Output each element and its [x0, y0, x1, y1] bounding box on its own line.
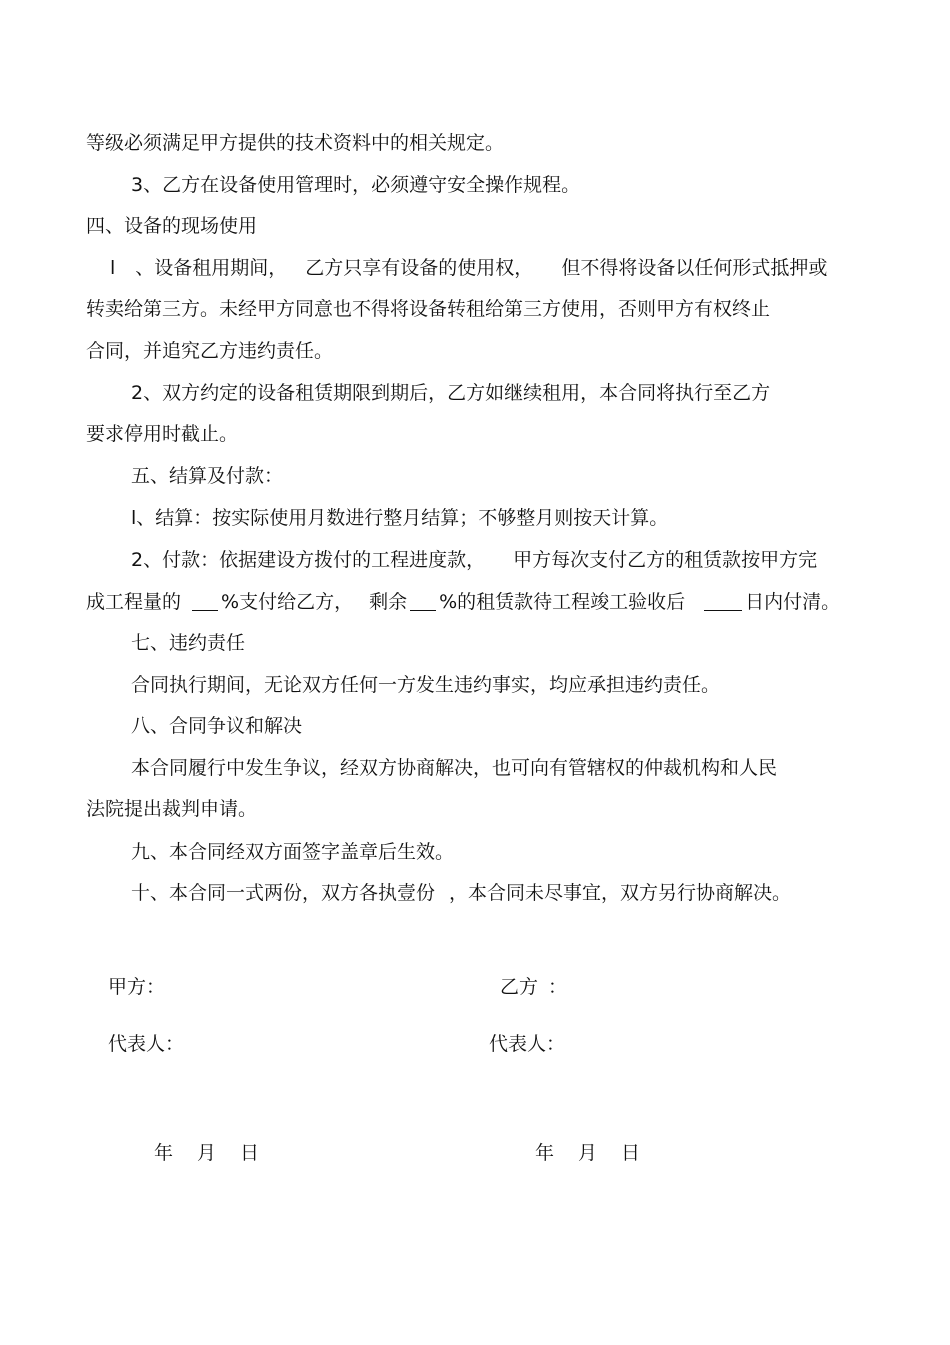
- clause-number: l: [110, 257, 116, 279]
- rep-a-label: 代表人：: [108, 1033, 185, 1055]
- date-b: [535, 1141, 640, 1165]
- date-day: 日: [240, 1142, 260, 1164]
- date-a: [154, 1141, 259, 1165]
- section-4-heading: 四、设备的现场使用: [86, 215, 258, 237]
- clause-text-part: ，本合同未尽事宜，双方另行协商解决。: [449, 882, 792, 904]
- days-blank: [704, 592, 742, 611]
- clause-text-part: 日内付清。: [745, 591, 841, 613]
- date-day: 日: [621, 1142, 641, 1164]
- section-8-heading: 八、合同争议和解决: [131, 715, 303, 737]
- clause-text-part: 成工程量的: [86, 591, 182, 613]
- date-month: 月: [578, 1142, 598, 1164]
- clause-text: 要求停用时截止。: [86, 423, 239, 445]
- clause-text-part: 2、付款：依据建设方拨付的工程进度款，: [131, 549, 486, 571]
- clause-text: 转卖给第三方。未经甲方同意也不得将设备转租给第三方使用，否则甲方有权终止: [86, 298, 771, 320]
- clause-text-part: %的租赁款待工程竣工验收后: [439, 591, 686, 613]
- section-7-heading: 七、违约责任: [131, 632, 246, 654]
- party-a-label: 甲方：: [108, 976, 166, 998]
- clause-4-1-text: [110, 256, 827, 280]
- party-b-text: 乙方: [500, 976, 539, 998]
- clause-4-2-text: 2、双方约定的设备租赁期限到期后，乙方如继续租用，本合同将执行至乙方: [131, 382, 771, 404]
- date-year: 年: [154, 1142, 174, 1164]
- party-b-label: [500, 975, 567, 999]
- clause-text: 等级必须满足甲方提供的技术资料中的相关规定。: [86, 132, 505, 154]
- date-year: 年: [535, 1142, 555, 1164]
- section-10-heading: [131, 881, 791, 905]
- clause-text-part: 乙方只享有设备的使用权，: [305, 257, 534, 279]
- payment-terms-line: [86, 590, 840, 614]
- clause-5-1-text: l、结算：按实际使用月数进行整月结算；不够整月则按天计算。: [131, 507, 669, 529]
- rep-b-label: 代表人：: [489, 1033, 566, 1055]
- clause-text-part: %支付给乙方，: [221, 591, 354, 613]
- clause-text-part: 但不得将设备以任何形式抵押或: [561, 257, 828, 279]
- clause-5-2-text: [131, 548, 817, 572]
- clause-text: 法院提出裁判申请。: [86, 798, 258, 820]
- section-9-heading: 九、本合同经双方面签字盖章后生效。: [131, 841, 455, 863]
- clause-text: 合同，并追究乙方违约责任。: [86, 340, 334, 362]
- percent-blank: [192, 592, 218, 611]
- clause-text-part: 甲方每次支付乙方的租赁款按甲方完: [513, 549, 818, 571]
- clause-text-part: 、设备租用期间，: [135, 257, 288, 279]
- clause-text-part: 剩余: [369, 591, 408, 613]
- clause-3-text: 3、乙方在设备使用管理时，必须遵守安全操作规程。: [131, 174, 581, 196]
- percent-blank: [410, 592, 436, 611]
- clause-7-text: 合同执行期间，无论双方任何一方发生违约事实，均应承担违约责任。: [131, 674, 721, 696]
- date-month: 月: [197, 1142, 217, 1164]
- section-5-heading: 五、结算及付款：: [131, 465, 284, 487]
- clause-text-part: 十、本合同一式两份，双方各执壹份: [131, 882, 436, 904]
- clause-8-text: 本合同履行中发生争议，经双方协商解决，也可向有管辖权的仲裁机构和人民: [131, 757, 778, 779]
- party-b-colon: ：: [548, 976, 568, 998]
